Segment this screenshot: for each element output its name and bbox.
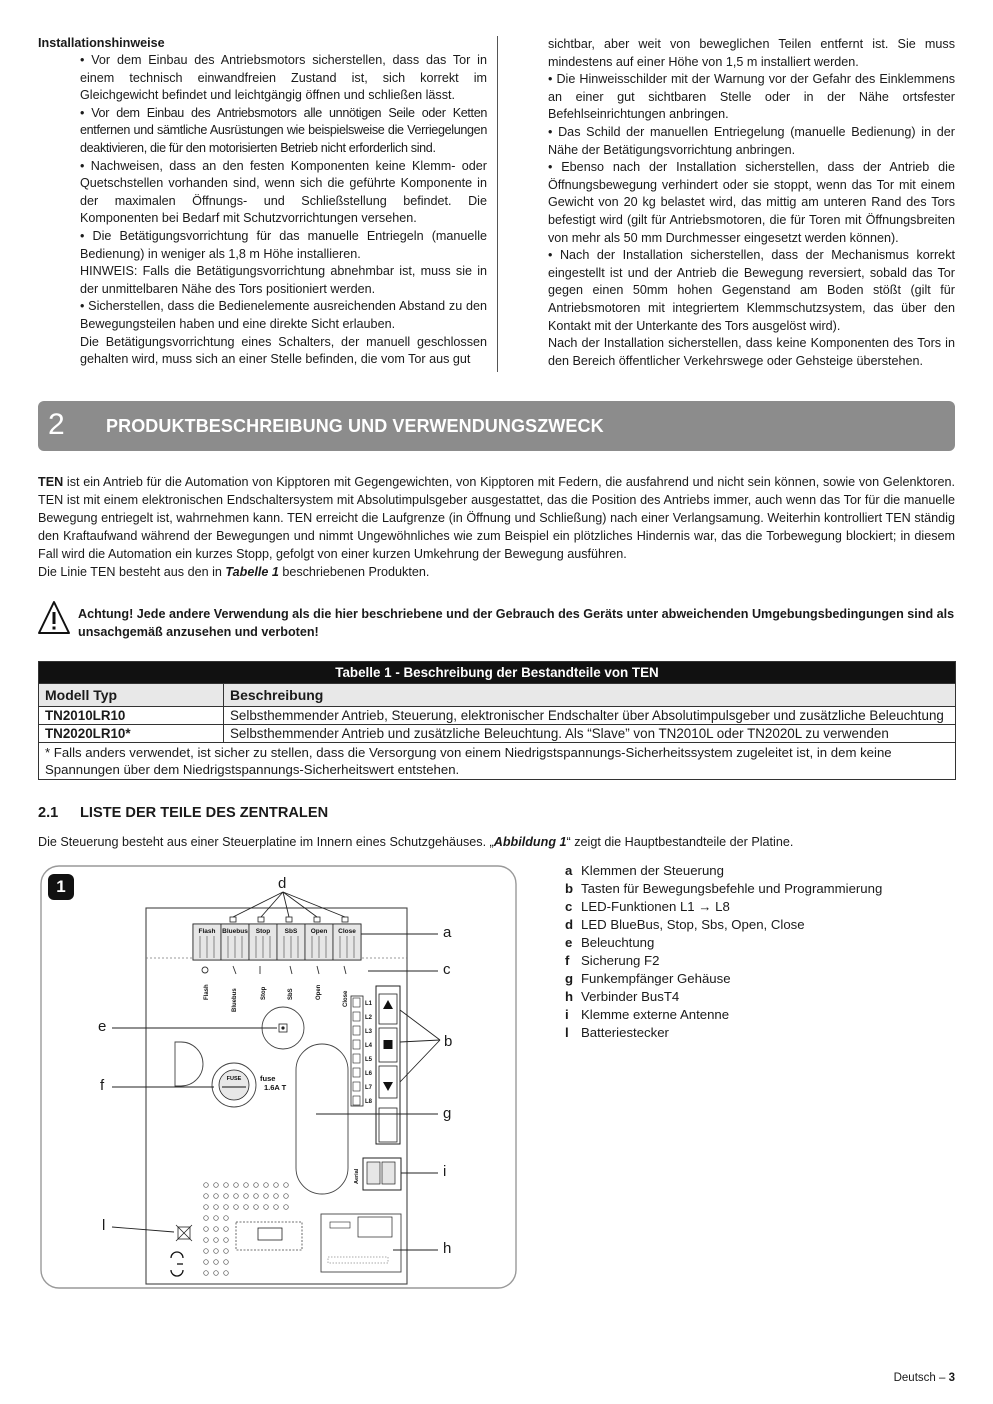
fuse-label: fuse (260, 1074, 276, 1083)
aerial-terminal (354, 1158, 401, 1190)
footer-language: Deutsch – (893, 1372, 949, 1384)
text-prefix: Die Steuerung besteht aus einer Steuerplatine im Innern eines Schutzgehäuses. „ (38, 835, 494, 849)
paragraph: • Sicherstellen, dass die Bedienelemente ausreichenden Abstand zu den Bewegungsteilen haben und eine direkte Sicht erlauben. (80, 299, 487, 331)
led-label: L2 (365, 1015, 373, 1021)
paragraph: sichtbar, aber weit von beweglichen Teilen entfernt ist. Sie muss mindestens auf einer Höhe von 1,5 m installiert werden. (548, 37, 955, 69)
table-1 (38, 661, 956, 780)
table-footnote: * Falls anders verwendet, ist sicher zu stellen, dass die Versorgung von einem Niedrigstspannungs-Sicherheitssystem zugeleitet ist, in dem keine Spannungen über dem Niedrigstspannungs-Sicherheitswert entstehen. (39, 743, 956, 780)
led-column (351, 996, 373, 1106)
model-cell: TN2020LR10* (39, 725, 224, 743)
intro-text: ist ein Antrieb für die Automation von Kipptoren mit Gegengewichten, von Kipptoren mit Federn, die ausfahrend und nicht sein können, sowie von Gelenktoren. TEN ist mit einem elektronischen Endschaltersystem mit Absolutimpulsgeber ausgestattet, das die Position des Antriebs immer, auch wenn das Tor für die manuelle Bewegung entriegelt ist, wahrnehmen kann. TEN erreicht die Laufgrenze (in Öffnung und Schließung) nach einer Verlangsamung. Weiterhin kontrolliert TEN ständig den Kraftaufwand während der Bewegungen und nimmt Ungewöhnliches wie zum Beispiel ein plötzliches Hindernis war, das die Torbewegung blockiert; in diesem Fall wird die Automation ein kurzes Stopp, gefolgt von einer kurzen Umkehrung der Bewegung ausführen. (38, 475, 955, 561)
led-label: L6 (365, 1071, 373, 1077)
callout-e: e (98, 1018, 107, 1035)
line-prefix: Die Linie TEN besteht aus den in (38, 565, 226, 579)
receiver-housing (296, 1044, 348, 1194)
section-intro (38, 473, 955, 563)
legend-key: g (565, 971, 574, 986)
column-header-description: Beschreibung (224, 684, 956, 707)
legend-key: h (565, 989, 574, 1004)
description-cell: Selbsthemmender Antrieb, Steuerung, elektronischer Endschalter über Absolutimpulsgeber und zusätzliche Beleuchtung (224, 707, 956, 725)
table-caption: Tabelle 1 - Beschreibung der Bestandteile von TEN (39, 662, 956, 684)
legend-text: Beleuchtung (581, 935, 655, 950)
legend-key: c (565, 899, 573, 914)
line-suffix: beschriebenen Produkten. (278, 565, 430, 579)
legend-text: Klemmen der Steuerung (581, 863, 724, 878)
terminal-label: Close (338, 928, 356, 935)
paragraph: • Nachweisen, dass an den festen Komponenten keine Klemm- oder Quetschstellen vorhanden sind, wenn sich die geführte Komponente in der maximalen Öffnungs- und Schließstellung befindet. Die Komponenten bei Bedarf mit Schutzvorrichtungen versehen. (80, 158, 487, 226)
led-label: L1 (365, 1001, 373, 1007)
legend-key: d (565, 917, 574, 932)
led-label: L3 (365, 1029, 373, 1035)
page-footer (894, 1372, 955, 1384)
status-leds (230, 917, 348, 922)
housing-notch (175, 1042, 203, 1086)
legend-key: b (565, 881, 574, 896)
callout-l: l (102, 1217, 106, 1234)
column-header-model: Modell Typ (39, 684, 224, 707)
legend-item (565, 970, 955, 988)
vertical-label: Stop (261, 986, 267, 1000)
legend-item (565, 952, 955, 970)
programming-buttons (376, 986, 400, 1144)
paragraph: HINWEIS: Falls die Betätigungsvorrichtung abnehmbar ist, muss sie in der unmittelbaren Nähe des Tors positioniert werden. (80, 264, 487, 296)
bust4-connector (321, 1214, 401, 1272)
figure-legend (565, 862, 955, 1042)
vertical-label: Flash (204, 984, 210, 1000)
paragraph: • Ebenso nach der Installation sicherstellen, dass der Antrieb die Öffnungsbewegung verhindert oder sie stoppt, wenn das Tor mit einem Gewicht von 20 kg belastet wird, das mittig am unteren Rand des Tors befestigt wird (gilt für Antriebsmotoren, die für Toren mit Öffnungsbreiten von mehr als 50 mm Durchmesser eingesetzt werden können). (548, 160, 955, 245)
legend-item (565, 898, 955, 916)
aerial-label: Aerial (354, 1168, 360, 1184)
legend-key: a (565, 863, 573, 878)
terminal-label: Open (310, 928, 328, 935)
text-suffix: “ zeigt die Hauptbestandteile der Platine. (566, 835, 794, 849)
paragraph: • Vor dem Einbau des Antriebsmotors alle unnötigen Seile oder Ketten entfernen und sämtliche Ausrüstungen wie beispielsweise die Verriegelungen deaktivieren, die für den motorisierten Betrieb nicht erforderlich sind. (80, 105, 487, 155)
page-number: 3 (948, 1372, 955, 1384)
warning-icon (37, 600, 71, 636)
paragraph: • Die Betätigungsvorrichtung für das manuelle Entriegeln (manuelle Bedienung) in weniger als 1,8 m Höhe installieren. (80, 228, 487, 261)
function-symbols (202, 966, 346, 974)
paragraph: Die Betätigungsvorrichtung eines Schalters, der manuell geschlossen gehalten wird, muss sich an einer Stelle befinden, die vom Tor aus gut (80, 334, 487, 367)
installation-left-column (80, 52, 487, 369)
callout-d: d (278, 875, 287, 892)
subsection-number: 2.1 (38, 805, 59, 821)
table-row (39, 725, 956, 743)
callout-b: b (444, 1033, 453, 1050)
terminal-block (193, 924, 361, 960)
product-name: TEN (38, 475, 64, 489)
paragraph: • Vor dem Einbau des Antriebsmotors sicherstellen, dass das Tor in einem technisch einwandfreien Zustand ist, sich korrekt im Gleichgewicht befindet und leichtgängig öffnen und schließen lässt. (80, 53, 487, 103)
installation-right-column (548, 36, 955, 370)
legend-text: LED BlueBus, Stop, Sbs, Open, Close (581, 917, 805, 932)
description-cell: Selbsthemmender Antrieb und zusätzliche Beleuchtung. Als “Slave” von TN2010L oder TN2020L zu verwenden (224, 725, 956, 743)
section-title: PRODUKTBESCHREIBUNG UND VERWENDUNGSZWECK (106, 416, 604, 436)
ce-mark-icon (171, 1252, 183, 1276)
legend-text: Funkempfänger Gehäuse (581, 971, 731, 986)
figure-1 (38, 862, 518, 1292)
legend-item (565, 1024, 955, 1042)
warning-text: Achtung! Jede andere Verwendung als die hier beschriebene und der Gebrauch des Geräts unter abweichenden Umgebungsbedingungen sind als unsachgemäß anzusehen und verboten! (78, 607, 955, 639)
legend-text: Klemme externe Antenne (581, 1007, 730, 1022)
terminal-label: Bluebus (222, 928, 248, 935)
legend-item (565, 862, 955, 880)
paragraph: • Nach der Installation sicherstellen, dass der Mechanismus korrekt eingestellt ist und der Antrieb die Bewegung reversiert, sobald das Tor gegen einen 50mm hohen Gegenstand am Boden stößt (gilt für Antriebsmotoren mit integriertem Klemmschutzsystem, das über den Kontakt mit der Unterkante des Tors ausgelöst wird). (548, 248, 955, 333)
battery-connector (176, 1222, 302, 1250)
legend-item (565, 1006, 955, 1024)
legend-item (565, 934, 955, 952)
product-line-sentence (38, 563, 955, 581)
fuse-cap-label: FUSE (226, 1076, 242, 1082)
led-label: L7 (365, 1085, 373, 1091)
vertical-label: Bluebus (232, 988, 238, 1012)
callout-g: g (443, 1105, 452, 1122)
terminal-label: SbS (284, 928, 298, 935)
led-label: L8 (365, 1099, 373, 1105)
legend-key: l (565, 1025, 569, 1040)
subsection-text (38, 833, 955, 851)
subsection-title: LISTE DER TEILE DES ZENTRALEN (80, 805, 329, 821)
legend-text: Batteriestecker (581, 1025, 669, 1040)
figure-number-badge: 1 (56, 877, 66, 896)
table-row (39, 707, 956, 725)
section-header-bar (38, 401, 955, 451)
legend-text: Sicherung F2 (581, 953, 660, 968)
vertical-label: SbS (288, 988, 294, 1000)
paragraph: • Die Hinweisschilder mit der Warnung vor der Gefahr des Einklemmens an einer gut sichtbaren Stelle oder in der Nähe ortsfester Befehlseinrichtungen anbringen. (548, 72, 955, 122)
legend-key: i (565, 1007, 569, 1022)
legend-text: Verbinder BusT4 (581, 989, 680, 1004)
legend-text: Tasten für Bewegungsbefehle und Programmierung (581, 881, 883, 896)
legend-item (565, 880, 955, 898)
section-number: 2 (48, 408, 65, 441)
legend-text: LED-Funktionen L1 → L8 (581, 899, 730, 914)
table-reference-link[interactable]: Tabelle 1 (225, 565, 279, 579)
terminal-label: Stop (255, 928, 271, 935)
callout-i: i (443, 1163, 447, 1180)
vertical-label: Open (316, 984, 322, 1000)
paragraph: • Das Schild der manuellen Entriegelung (manuelle Bedienung) in der Nähe der Betätigungsvorrichtung anbringen. (548, 124, 955, 157)
callout-c: c (443, 961, 451, 978)
model-cell: TN2010LR10 (39, 707, 224, 725)
legend-item (565, 988, 955, 1006)
led-label: L4 (365, 1043, 373, 1049)
led-label: L5 (365, 1057, 373, 1063)
column-divider (497, 36, 498, 372)
callout-f: f (100, 1077, 105, 1094)
callout-a: a (443, 924, 452, 941)
fuse (212, 1063, 287, 1107)
legend-item (565, 916, 955, 934)
legend-key: e (565, 935, 573, 950)
paragraph: Nach der Installation sicherstellen, dass keine Komponenten des Tors in den Bereich öffentlicher Verkehrswege oder Gehsteige überstehen. (548, 336, 955, 368)
vertical-label: Close (343, 990, 349, 1007)
installation-heading: Installationshinweise (38, 36, 165, 50)
legend-key: f (565, 953, 570, 968)
terminal-label: Flash (198, 928, 216, 935)
figure-reference-link[interactable]: Abbildung 1 (493, 835, 567, 849)
fuse-rating: 1.6A T (264, 1083, 287, 1092)
callout-h: h (443, 1240, 452, 1257)
